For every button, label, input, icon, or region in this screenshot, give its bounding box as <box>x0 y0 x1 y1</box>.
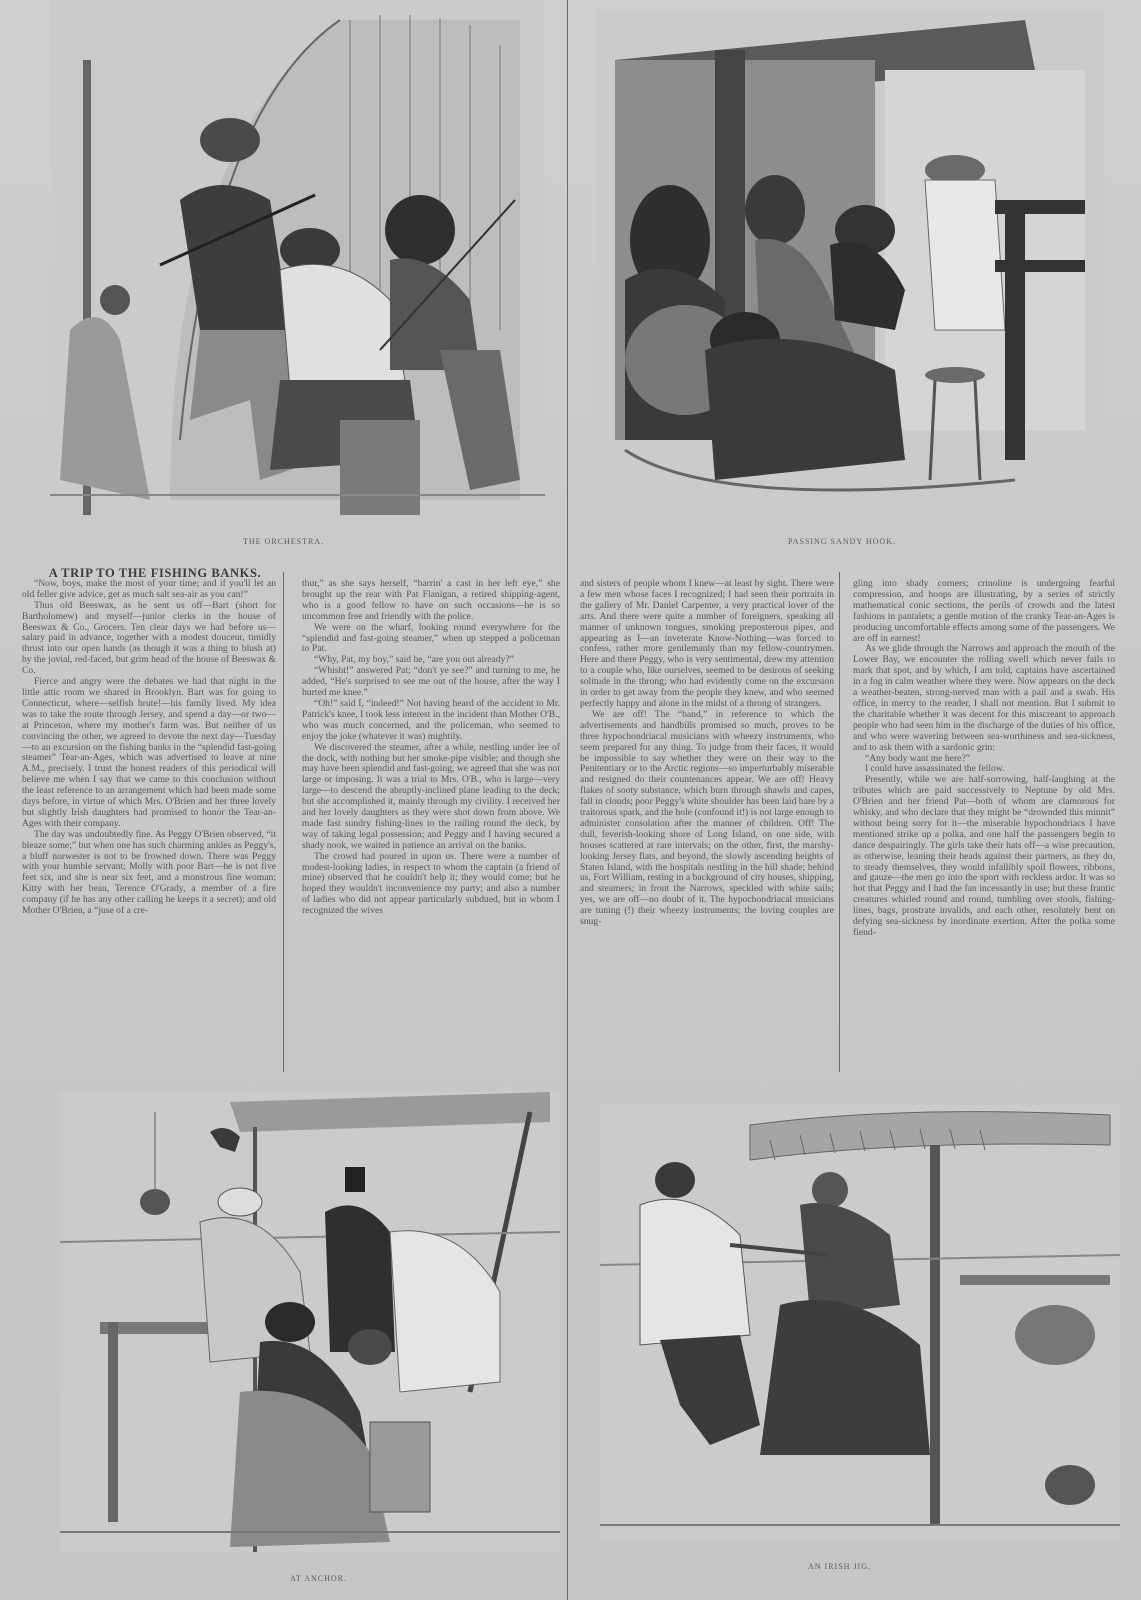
article-column-2 <box>302 579 560 917</box>
engraving-awning-icon <box>60 1092 560 1552</box>
paragraph: thur,” as she says herself, “barrin' a cast in her left eye,” she brought up the rear with Pat Flanigan, a retired shipping-agent, who is a good fellow to have on such occasions—he is so uncommon free and friendly with the police. <box>302 578 560 622</box>
paragraph: Fierce and angry were the debates we had that night in the little attic room we shared in Brooklyn. Bart was for going to Connecticut, where—selfish brute!—his family lived. My idea was to take the route through Jersey, and spend a day—or two—at Princeton, where my mother's farm was. But neither of us convincing the other, we agreed to devote the next day—Tuesday—to an excursion on the fishing banks in the “splendid fast-going steamer” Tear-an-Ages, which was advertised to leave at nine A.M., precisely. I trust the honest readers of this periodical will believe me when I say that we came to this conclusion without the least reference to an arrangement which had been made some days before, in virtue of which Mrs. O'Brien and her three lovely but slightly Irish daughters had promised to honor the Tear-an-Ages with their company. <box>22 676 276 829</box>
paragraph: gling into shady corners; crinoline is undergoing fearful compression, and hoops are illustrating, by a series of strictly mathematical conic sections, the perils of crowds and the latest fashions in pantalets; a gentle motion of the cranky Tear-an-Ages is producing uncomfortable effects among some of the passengers. We are off in earnest! <box>853 578 1115 644</box>
caption-sandy-hook: PASSING SANDY HOOK. <box>788 537 896 546</box>
illustration-irish-jig <box>600 1105 1120 1540</box>
illustration-at-anchor <box>60 1092 560 1552</box>
illustration-sandy-hook <box>595 10 1105 520</box>
article-column-3 <box>580 579 834 928</box>
engraving-musicians-icon <box>50 0 545 515</box>
paragraph: and sisters of people whom I knew—at least by sight. There were a few men whose faces I recognized; I had seen their portraits in the gallery of Mr. Daniel Carpenter, a very practical lover of the arts. And there were quite a number of foreigners, speaking all manner of unknown tongues, smoking preposterous pipes, and appearing as I—an inveterate Know-Nothing—was forced to confess, rather more gentlemanly than my fellow-countrymen. Here and there Peggy, who is very sentimental, drew my attention to a couple who, like ourselves, seemed to be desirous of seeking solitude in the throng; who had evidently come on the excursion in order to get away from the people they knew, and who seemed perfectly happy and alone in the midst of a throng of strangers. <box>580 578 834 709</box>
paragraph: “Why, Pat, my boy,” said he, “are you out already?” <box>314 654 514 666</box>
caption-orchestra: THE ORCHESTRA. <box>243 537 325 546</box>
column-rule-1 <box>283 572 284 1072</box>
column-rule-2 <box>567 0 568 1600</box>
paragraph: Presently, while we are half-sorrowing, half-laughing at the tributes which are paid successively to Neptune by old Mrs. O'Brien and her friend Pat—both of whom are clamorous for whisky, and who declare that they might be “drownded this minnit” without being sorry for it—the miserable hypochondriacs I have mentioned strike up a polka, and one half the passengers begin to dance despairingly. The girls take their hats off—a wise precaution, as otherwise, leaning their heads against their partners, as they do, to steady themselves, they would infallibly spoil flowers, ribbons, and gauze—the men go into the sport with reckless ardor. It was so hot that Peggy and I had the fan incessantly in use; but these frantic creatures whirled round and round, tumbling over stools, fishing-lines, bags, prostrate invalids, and each other, resolutely bent on defying sea-sickness by inordinate exertion. After the polka some fiend- <box>853 774 1115 938</box>
paragraph: The day was undoubtedly fine. As Peggy O'Brien observed, “it bleaze some;” but when one has such charming ankles as Peggy's, a bluff norwester is not to be frowned down. There was Peggy with your humble servant; Molly with poor Bart—he is not five feet six, and she is near six feet, and a monstrous fine woman; Kitty with her beau, Terence O'Grady, a member of a fire company (if he has any other calling he keeps it a secret); and old Mother O'Brien, a “juse of a cre- <box>22 828 276 917</box>
paragraph: We are off! The “band,” in reference to which the advertisements and handbills promised so much, proves to be three hypochondriacal musicians with wheezy instruments, who seem prepared for any thing. To judge from their faces, it would be impossible to say whether they were on their way to the Penitentiary or to the Arctic regions—so imperturbably miserable and resigned do their countenances appear. We are off! Heavy flakes of sooty substance, which burn through shawls and capes, fall in clouds; poor Peggy's white shoulder has been laid bare by a traitorous spark, and the hole (confound it!) is not large enough to administer consolation after the manner of children. Off! The dull, feverish-looking shore of Long Island, on one side, with houses scattered at rare intervals; on the other, first, the marshy-looking Jersey flats, and beyond, the slowly ascending heights of Staten Island, with the hospitals nestling in the hill shade; behind us, Fort William, resting in a background of city houses, shipping, and steamers; in front the Narrows, speckled with white sails; yes, we are off—no doubt of it. The hypochondriacal musicians are tuning (!) their wheezy instruments; the loving couples are snug- <box>580 708 834 928</box>
paragraph: “Now, boys, make the most of your time; and if you'll let an old feller give advice, get as much salt sea-air as you can!” <box>22 577 276 600</box>
illustration-orchestra <box>50 0 545 515</box>
paragraph: We were on the wharf, looking round everywhere for the “splendid and fast-going steamer,” when up stepped a policeman to Pat. <box>302 621 560 655</box>
paragraph: The crowd had poured in upon us. There were a number of modest-looking ladies, in respect to whom the captain (a friend of mine) observed that he couldn't help it; they would come; but he hoped they wouldn't inconvenience my party; and also a number of ladies who did not appear particularly subdued, but in whom I recognized the wives <box>302 850 560 917</box>
article-headline: A TRIP TO THE FISHING BANKS. <box>48 566 262 580</box>
paragraph: Thus old Beeswax, as he sent us off—Bart (short for Bartholomew) and myself—junior clerks in the house of Beeswax & Co., Grocers. Ten clear days we had before us—salary paid in advance, together with a modest douceur, timidly thrust into our open hands (as though it was a thing to blush at) by the jovial, red-faced, but grim head of the house of Beeswax & Co. <box>22 599 276 677</box>
caption-at-anchor: AT ANCHOR. <box>290 1574 347 1583</box>
paragraph: “Whisht!” answered Pat; “don't ye see?” and turning to me, he added, “He's surprised to see me out of the house, after the way I hurted me knee.” <box>302 665 560 699</box>
paragraph: I could have assassinated the fellow. <box>865 763 1005 775</box>
paragraph: “Any body want me here?” <box>865 752 970 764</box>
paragraph: As we glide through the Narrows and approach the mouth of the Lower Bay, we encounter the rolling swell which never fails to mark that spot, and by which, I am told, captains have ascertained in a fog in calm weather where they were. Now appears on the deck a weather-beaten, strong-nerved man with a pail and a swab. His office, in mercy to the reader, I shall not mention. But I submit to the charitable whether it was decent for this miscreant to approach people who had seen him in the discharge of the duties of his office, and who were wavering between sea-worthiness and sea-sickness, and to ask them with a sardonic grin: <box>853 643 1115 753</box>
caption-irish-jig: AN IRISH JIG. <box>808 1562 871 1571</box>
article-column-1 <box>22 568 276 917</box>
paragraph: We discovered the steamer, after a while, nestling under lee of the dock, with nothing but her smoke-pipe visible; and though she may have been splendid and fast-going, we agreed that she was not large or imposing. It was a trial to Mrs. O'B., who is large—very large—to descend the abruptly-inclined plane leading to the deck; but she accomplished it, mainly through my civility. I received her and her lovely daughters as they were shot down from above. We made fast sundry fishing-lines to the railing round the deck, by way of taking legal possession; and Peggy and I having secured a shady nook, we waited in patience an arrival on the banks. <box>302 741 560 851</box>
article-column-4 <box>853 579 1115 939</box>
engraving-dancing-icon <box>600 1105 1120 1540</box>
engraving-passengers-icon <box>595 10 1105 520</box>
paragraph: “Oh!” said I, “indeed!” Not having heard of the accident to Mr. Patrick's knee, I took less interest in the incident than Mother O'B., who was much concerned, and the policeman, who seemed to enjoy the joke (whatever it was) mightily. <box>302 697 560 742</box>
column-rule-3 <box>839 572 840 1072</box>
